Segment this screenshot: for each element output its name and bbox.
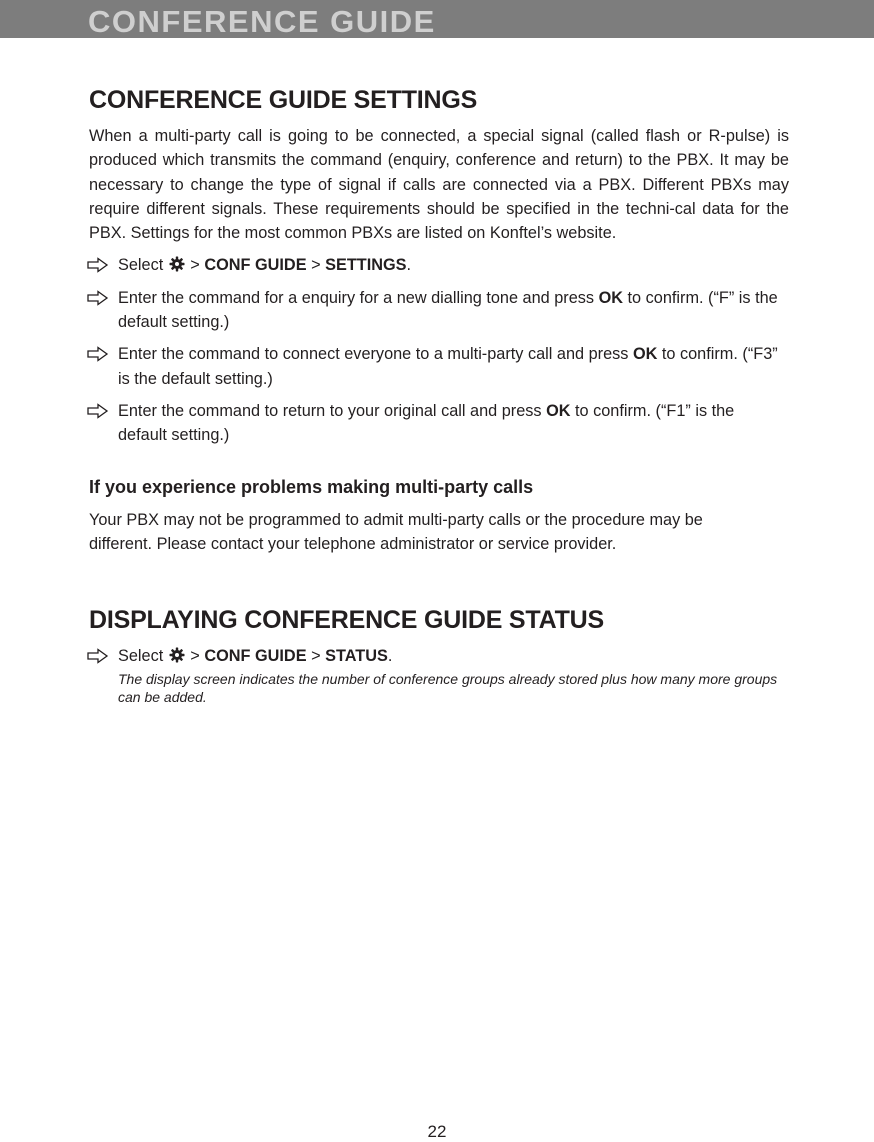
status-step-select [89, 644, 789, 706]
menu-conf-guide: CONF GUIDE [204, 647, 307, 666]
step-text: Enter the command for a enquiry for a new dialling tone and press [118, 288, 599, 307]
problems-text: Your PBX may not be programmed to admit multi-party calls or the procedure may be different. Please contact your telephone administrator or service provider. [89, 510, 703, 553]
settings-intro: When a multi-party call is going to be connected, a special signal (called flash or R-pulse) is produced which transmits the command (enquiry, conference and return) to the PBX. It may be necessary to change the type of signal if calls are connected via a PBX. Different PBXs may require different signals. These requirements should be specified in the techni-cal data for the PBX. Settings for the most common PBXs are listed on Konftel’s website. [89, 127, 789, 243]
status-heading: DISPLAYING CONFERENCE GUIDE STATUS [89, 606, 605, 635]
status-note: The display screen indicates the number of conference groups already stored plus how many more groups can be added. [118, 671, 778, 706]
step-text: to confirm. (“F3” is the default setting.) [118, 345, 778, 388]
settings-step-enquiry [89, 286, 789, 335]
ok-key: OK [632, 345, 658, 364]
page-number: 22 [427, 1122, 447, 1141]
settings-step-select [89, 253, 789, 277]
separator: > [185, 256, 205, 275]
separator: > [185, 647, 205, 666]
page-content [89, 84, 789, 706]
arrow-right-icon [87, 257, 109, 273]
header-bar [0, 0, 874, 38]
step-text: . [406, 256, 412, 275]
ok-key: OK [598, 288, 623, 307]
step-text: to confirm. (“F1” is the default setting.) [118, 401, 735, 445]
problems-heading: If you experience problems making multi-party calls [89, 476, 534, 497]
gear-icon [169, 256, 185, 272]
arrow-right-icon [87, 403, 109, 419]
step-text: Enter the command to connect everyone to a multi-party call and press [118, 345, 633, 364]
step-text: . [387, 647, 393, 666]
step-text: Enter the command to return to your original call and press [118, 401, 547, 420]
step-text: to confirm. (“F” is the default setting.) [118, 288, 778, 332]
step-text: Select [118, 256, 168, 275]
menu-status: STATUS [325, 647, 388, 666]
header-title: CONFERENCE GUIDE [88, 4, 436, 39]
arrow-right-icon [87, 648, 109, 664]
arrow-right-icon [87, 346, 109, 362]
gear-icon [169, 647, 185, 663]
settings-heading: CONFERENCE GUIDE SETTINGS [89, 86, 478, 114]
menu-conf-guide: CONF GUIDE [204, 256, 307, 275]
menu-settings: SETTINGS [325, 256, 407, 275]
step-text: Select [118, 647, 168, 666]
ok-key: OK [546, 401, 571, 420]
settings-step-return [89, 399, 789, 448]
separator: > [306, 647, 326, 666]
arrow-right-icon [87, 290, 109, 306]
settings-step-conference [89, 342, 789, 391]
separator: > [306, 256, 326, 275]
